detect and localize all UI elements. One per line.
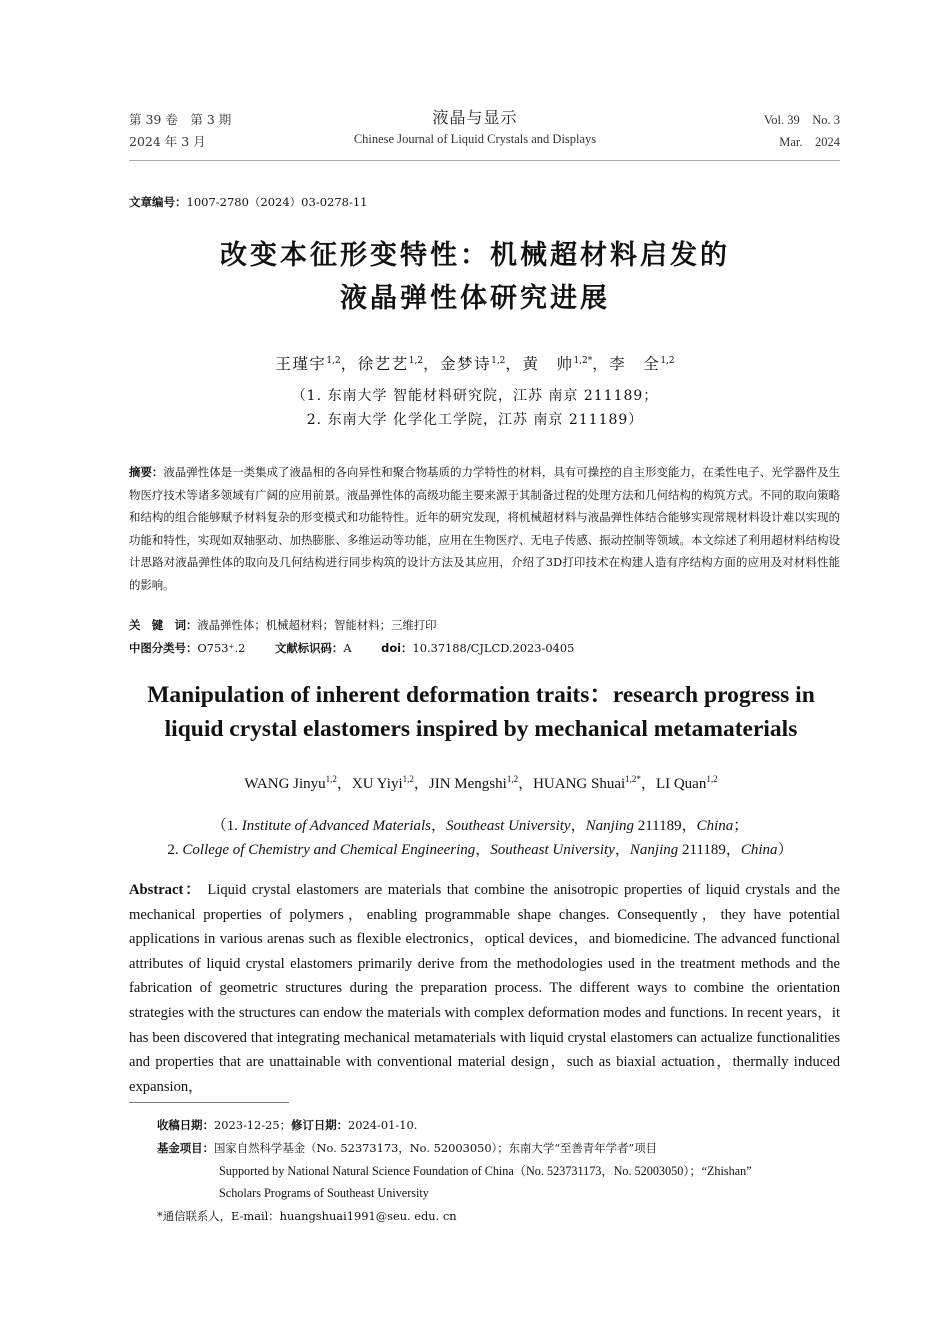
- author-name: JIN Mengshi: [428, 776, 507, 792]
- aff-end: ；: [733, 818, 749, 834]
- keywords-cn: [129, 617, 437, 633]
- revised-value: 2024-01-10.: [348, 1118, 418, 1132]
- article-number-label: 文章编号：: [129, 195, 187, 209]
- header-volume-issue-en: [764, 109, 840, 153]
- author-cn: [440, 355, 522, 373]
- doi: [381, 641, 574, 655]
- author-name: XU Yiyi: [351, 776, 403, 792]
- author-en: [429, 776, 533, 792]
- affiliation-en-line1: [0, 814, 950, 838]
- date-en: Mar. 2024: [779, 135, 840, 149]
- doc-code-value: A: [343, 641, 352, 655]
- author-affil-sup: 1,2: [706, 774, 718, 784]
- author-sep: ，: [340, 355, 358, 373]
- author-name: 徐艺艺: [357, 355, 409, 373]
- author-sep: ，: [592, 355, 610, 373]
- author-en: [656, 776, 718, 792]
- author-name: 金梦诗: [440, 355, 492, 373]
- doi-label: doi：: [381, 641, 413, 655]
- title-cn: [0, 234, 950, 320]
- received-value: 2023-12-25；: [213, 1118, 292, 1132]
- author-sep: ，: [423, 355, 441, 373]
- title-cn-line2: 液晶弹性体研究进展: [340, 283, 610, 314]
- author-name: 李 全: [609, 355, 661, 373]
- fund-en-line1: Supported by National Natural Science Foundation of China（No. 523731173，No. 52003050）；“Zhishan”: [219, 1164, 752, 1178]
- abstract-en-text: Liquid crystal elastomers are materials that combine the anisotropic properties of liquid crystals and the mechanical properties of polymers，enabling programmable shape changes. Consequently，they have potential applications in various arenas such as flexible electronics，optical devices，and biomedicine. The advanced functional attributes of liquid crystal elastomers primarily derive from the methodologies used in the treatment methods and the fabrication of geometric structures during the preparation process. The different ways to combine the orientation strategies with the structures can endow the materials with complex deformation modes and functions. In recent years，it has been discovered that integrating mechanical metamaterials with liquid crystal elastomers can actualize functionalities and properties that are unattainable with conventional material design，such as biaxial actuation，thermally induced expansion，: [129, 882, 840, 1095]
- author-en: [533, 776, 656, 792]
- doi-value: 10.37188/CJLCD.2023-0405: [412, 641, 575, 655]
- author-name: 黄 帅: [522, 355, 574, 373]
- abstract-en-label: Abstract：: [129, 882, 202, 898]
- author-sep: ，: [505, 355, 523, 373]
- aff-country: China: [696, 818, 734, 834]
- date-cn: 2024 年 3 月: [129, 134, 206, 149]
- affiliation-en-line2: [0, 838, 950, 862]
- affiliations-en: [0, 814, 950, 862]
- title-en-line1: Manipulation of inherent deformation traits：research progress in: [147, 682, 815, 708]
- authors-cn: [0, 352, 950, 374]
- title-en-line2: liquid crystal elastomers inspired by mechanical metamaterials: [164, 716, 798, 742]
- author-name: 王瑾宇: [275, 355, 327, 373]
- authors-en: [0, 772, 950, 793]
- author-affil-sup: 1,2*: [573, 356, 593, 366]
- author-cn: [609, 355, 674, 373]
- aff-city: Nanjing: [629, 842, 679, 858]
- revised-label: 修订日期：: [291, 1118, 349, 1132]
- author-en: [244, 776, 352, 792]
- author-cn: [358, 355, 440, 373]
- received-label: 收稿日期：: [157, 1118, 214, 1132]
- aff-end: ）: [777, 842, 793, 858]
- affiliation-cn-line1: （1. 东南大学 智能材料研究院，江苏 南京 211189；: [291, 388, 659, 404]
- document-code: [275, 641, 352, 655]
- abstract-cn-label: 摘要：: [129, 465, 164, 479]
- footnote-divider: [129, 1102, 289, 1103]
- clc-number: [129, 641, 245, 655]
- aff-sep: ，: [570, 818, 586, 834]
- aff-sep: ，: [614, 842, 630, 858]
- received-dates: [157, 1114, 417, 1136]
- author-name: HUANG Shuai: [533, 776, 626, 792]
- fund-cn: [157, 1137, 657, 1159]
- author-name: WANG Jinyu: [244, 776, 326, 792]
- fund-cn-text: 国家自然科学基金（No. 52373173，No. 52003050）；东南大学“至善青年学者”项目: [213, 1141, 657, 1155]
- aff-zip: 211189，: [678, 842, 741, 858]
- aff-sep: ，: [475, 842, 491, 858]
- author-affil-sup: 1,2*: [625, 774, 641, 784]
- article-number-value: 1007-2780（2024）03-0278-11: [186, 195, 368, 209]
- aff-institute: Institute of Advanced Materials: [241, 818, 431, 834]
- aff-country: China: [740, 842, 778, 858]
- article-number: [129, 194, 368, 210]
- volume-issue-cn: 第 39 卷 第 3 期: [129, 112, 232, 127]
- aff-university: Southeast University: [490, 842, 615, 858]
- author-sep: ，: [413, 776, 429, 792]
- abstract-cn-text: 液晶弹性体是一类集成了液晶相的各向异性和聚合物基质的力学特性的材料，具有可操控的自主形变能力，在柔性电子、光学器件及生物医疗技术等诸多领域有广阔的应用前景。液晶弹性体的高级功能主要来源于其制备过程的处理方法和几何结构的构筑方式。不同的取向策略和结构的组合能够赋予材料复杂的形变模式和功能特性。近年的研究发现，将机械超材料与液晶弹性体结合能够实现常规材料设计难以实现的功能和特性，实现如双轴驱动、加热膨胀、多维运动等功能，应用在生物医疗、无电子传感、振动控制等领域。本文综述了利用超材料结构设计思路对液晶弹性体的取向及几何结构进行同步构筑的设计方法及其应用，介绍了3D打印技术在构建人造有序结构方面的应用及对材料性能的影响。: [129, 465, 840, 592]
- keywords-value: 液晶弹性体；机械超材料；智能材料；三维打印: [197, 618, 437, 632]
- classification-line: [129, 640, 600, 656]
- header-divider: [129, 160, 840, 161]
- author-sep: ，: [640, 776, 656, 792]
- abstract-cn: [129, 461, 840, 597]
- doc-code-label: 文献标识码：: [274, 641, 344, 655]
- volume-issue-en: Vol. 39 No. 3: [763, 113, 840, 127]
- author-cn: [275, 355, 357, 373]
- author-affil-sup: 1,2: [408, 356, 424, 366]
- title-cn-line1: 改变本征形变特性：机械超材料启发的: [220, 240, 730, 271]
- author-sep: ，: [518, 776, 534, 792]
- author-cn: [522, 355, 609, 373]
- aff-sep: ，: [431, 818, 447, 834]
- author-affil-sup: 1,2: [506, 774, 519, 784]
- keywords-label: 关 键 词：: [129, 618, 198, 632]
- author-affil-sup: 1,2: [491, 356, 506, 366]
- author-en: [352, 776, 429, 792]
- affiliation-cn-line2: 2. 东南大学 化学化工学院，江苏 南京 211189）: [306, 412, 644, 428]
- affiliations-cn: [0, 384, 950, 432]
- author-affil-sup: 1,2: [325, 774, 337, 784]
- aff-zip: 211189，: [633, 818, 697, 834]
- author-affil-sup: 1,2: [660, 356, 675, 366]
- journal-name-cn: 液晶与显示: [432, 108, 518, 127]
- journal-name-en: Chinese Journal of Liquid Crystals and Displays: [353, 132, 597, 146]
- aff-city: Nanjing: [585, 818, 634, 834]
- aff-prefix: （1.: [211, 818, 242, 834]
- aff-institute: College of Chemistry and Chemical Engineering: [182, 842, 476, 858]
- clc-value: O753⁺.2: [197, 641, 246, 655]
- aff-prefix: 2.: [167, 842, 183, 858]
- title-en: [0, 678, 950, 746]
- corresponding-author: *通信联系人，E-mail：huangshuai1991@seu. edu. cn: [157, 1209, 457, 1223]
- author-name: LI Quan: [655, 776, 707, 792]
- abstract-en: [129, 878, 840, 1099]
- author-affil-sup: 1,2: [402, 774, 414, 784]
- fund-label: 基金项目：: [157, 1141, 214, 1155]
- author-sep: ，: [336, 776, 352, 792]
- author-affil-sup: 1,2: [326, 356, 341, 366]
- fund-en-line2: Scholars Programs of Southeast University: [219, 1186, 429, 1200]
- aff-university: Southeast University: [446, 818, 571, 834]
- clc-label: 中图分类号：: [129, 641, 198, 655]
